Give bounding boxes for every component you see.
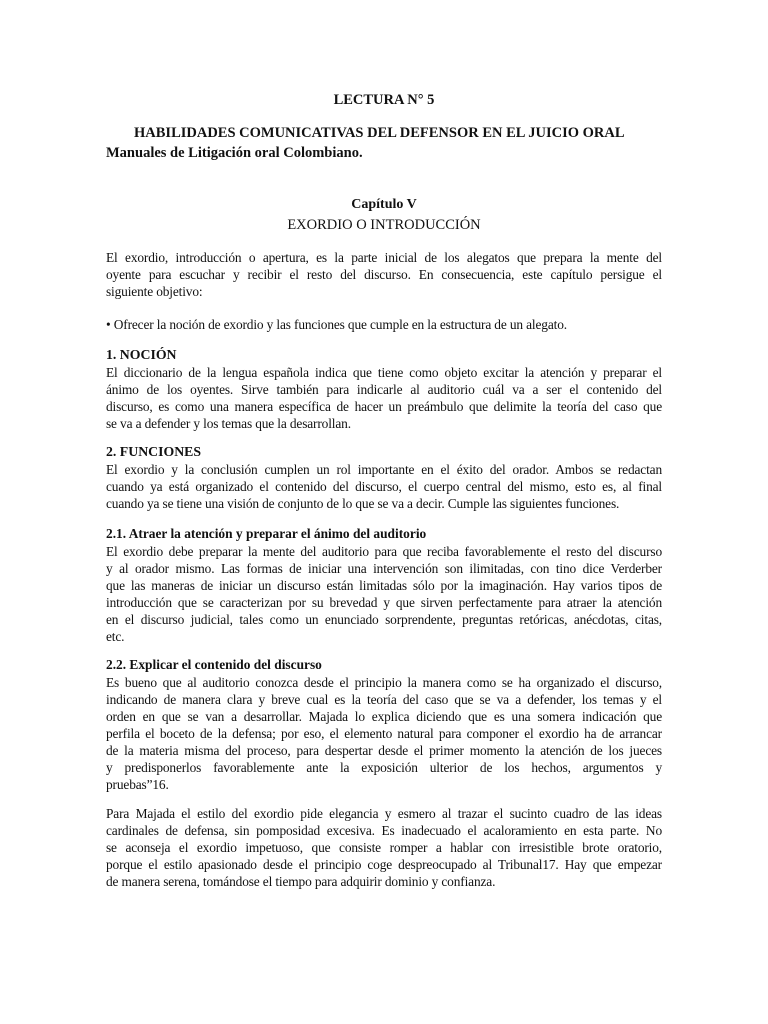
text-line: El exordio, introducción o apertura, es la parte inicial de los alegatos que prepara la mente del [106,250,662,265]
text-line: El diccionario de la lengua española indica que tiene como objeto excitar la atención y preparar el [106,365,662,380]
text-line: y al orador mismo. Las formas de iniciar una intervención son ilimitadas, con tino dice Verderber [106,561,662,576]
text-line: cardinales de defensa, sin pomposidad excesiva. Es inadecuado el acaloramiento en esta parte. No [106,823,662,838]
text-line: Es bueno que al auditorio conozca desde el principio la manera como se ha organizado el discurso, [106,675,662,690]
text-line: etc. [106,629,125,644]
text-line: de manera serena, tomándose el tiempo para adquirir dominio y confianza. [106,874,496,889]
lecture-number: LECTURA N° 5 [333,92,435,108]
text-line: • Ofrecer la noción de exordio y las funciones que cumple en la estructura de un alegato. [106,317,567,332]
text-line: discurso, es como una manera específica de hacer un preámbulo que delimite la teoría del caso que [106,399,662,414]
text-line: y predisponerlos favorablemente ante la exposición ulterior de los hechos, argumentos y [106,760,662,775]
section-2-2-paragraph-2 [106,805,662,890]
text-line: El exordio debe preparar la mente del auditorio para que reciba favorablemente el resto del discurso [106,544,662,559]
text-line: cuando ya está organizado el contenido del discurso, el cuerpo central del mismo, esto es, al final [106,479,662,494]
source-title: Manuales de Litigación oral Colombiano. [106,145,363,161]
text-line: siguiente objetivo: [106,284,203,299]
text-line: indicando de manera clara y breve cual es la teoría del caso que se va a defender, los temas y el [106,692,662,707]
chapter-title: EXORDIO O INTRODUCCIÓN [287,217,481,233]
main-title: HABILIDADES COMUNICATIVAS DEL DEFENSOR EN EL JUICIO ORAL [134,125,625,141]
text-line: orden en que se van a desarrollar. Majada lo explica diciendo que es una somera indicación que [106,709,662,724]
text-line: oyente para escuchar y recibir el resto del discurso. En consecuencia, este capítulo persigue el [106,267,662,282]
section-heading-funciones: 2. FUNCIONES [106,444,202,459]
text-line: El exordio y la conclusión cumplen un rol importante en el éxito del orador. Ambos se redactan [106,462,662,477]
text-line: perfila el boceto de la defensa; por eso, el elemento natural para componer el exordio ha de arrancar [106,726,662,741]
section-heading-2-2: 2.2. Explicar el contenido del discurso [106,657,322,672]
text-line: introducción que se caracterizan por su brevedad y que sirven perfectamente para atraer la atención [106,595,662,610]
text-line: ánimo de los oyentes. Sirve también para indicarle al auditorio cuál va a ser el contenido del [106,382,662,397]
text-line: se aconseja el exordio impetuoso, que consiste romper a hablar con irresistible brote oratorio, [106,840,662,855]
text-line: cuando ya se tiene una visión de conjunto de lo que se va a decir. Cumple las siguientes funciones. [106,496,620,511]
text-line: se va a defender y los temas que la desarrollan. [106,416,351,431]
section-heading-2-1: 2.1. Atraer la atención y preparar el ánimo del auditorio [106,526,427,541]
section-2-2-paragraph [106,674,662,793]
section-heading-nocion: 1. NOCIÓN [106,347,177,362]
text-line: que las maneras de iniciar un discurso están limitadas sólo por la imaginación. Hay varios tipos de [106,578,662,593]
section-funciones-paragraph [106,461,662,512]
section-nocion-paragraph [106,364,662,432]
objective-bullet [106,316,662,333]
intro-paragraph [106,249,662,300]
chapter-label: Capítulo V [351,197,417,212]
text-line: pruebas”16. [106,777,169,792]
text-line: porque el estilo apasionado desde el principio coge despreocupado al Tribunal17. Hay que empezar [106,857,662,872]
section-2-1-paragraph [106,543,662,645]
text-line: Para Majada el estilo del exordio pide elegancia y esmero al trazar el sucinto cuadro de las ideas [106,806,662,821]
text-line: de la materia misma del proceso, para despertar desde el primer momento la atención de los jueces [106,743,662,758]
text-line: en el discurso judicial, tales como un enunciado sorprendente, preguntas retóricas, anécdotas, citas, [106,612,662,627]
